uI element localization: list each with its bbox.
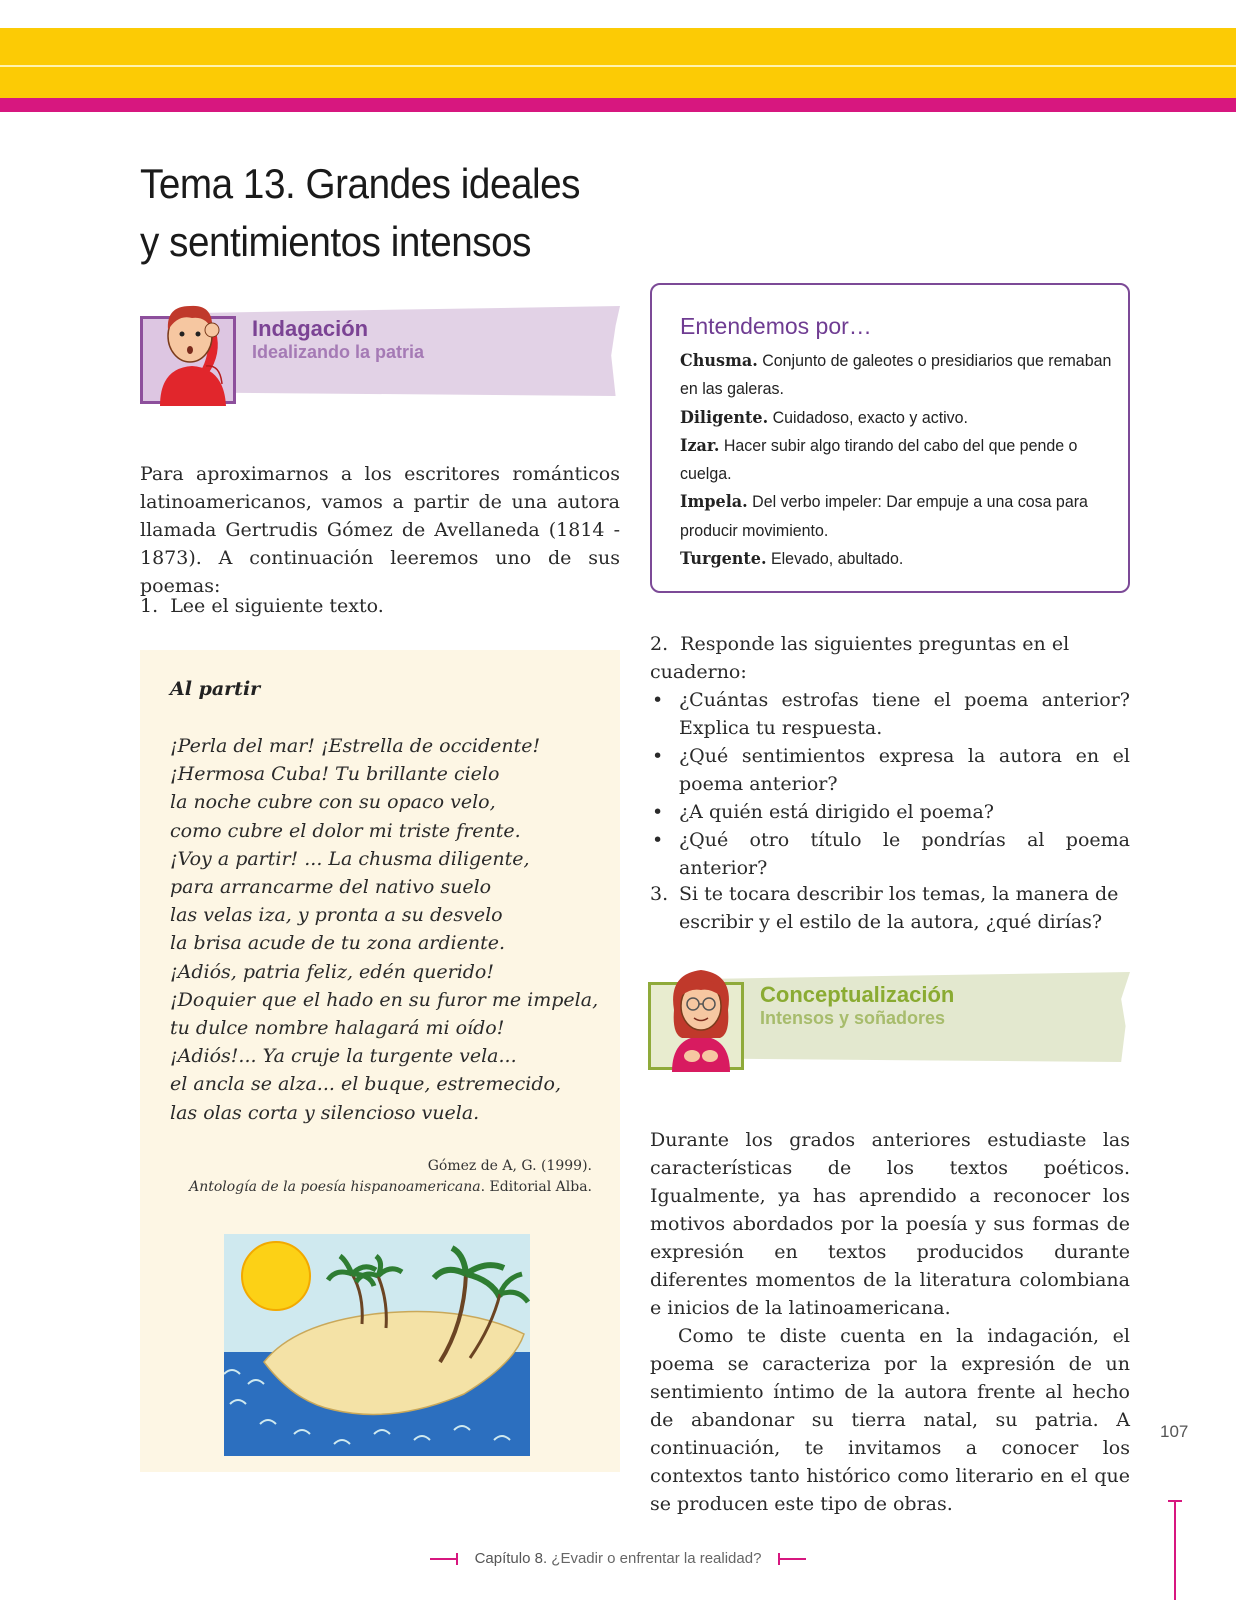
definition-text: Conjunto de galeotes o presidiarios que remaban en las galeras. <box>680 351 1112 399</box>
poem-box <box>140 650 620 1472</box>
definitions-list <box>680 347 1110 573</box>
step-3-text: Si te tocara describir los temas, la manera de escribir y el estilo de la autora, ¿qué dirías? <box>679 883 1119 933</box>
step-3-number: 3. <box>650 883 669 905</box>
question-text: ¿Qué sentimientos expresa la autora en el poema anterior? <box>679 745 1130 795</box>
page-title-line2: y sentimientos intensos <box>140 218 532 265</box>
definition-term: Turgente. <box>680 549 767 570</box>
poem-source-book: Antología de la poesía hispanoamericana <box>189 1179 481 1195</box>
poem-source-publisher: . Editorial Alba. <box>480 1179 592 1195</box>
step-3 <box>650 880 1130 936</box>
poem-line: para arrancarme del nativo suelo <box>170 876 492 899</box>
footer <box>0 1550 1236 1567</box>
definition-text: Cuidadoso, exacto y activo. <box>768 407 969 427</box>
question-text: ¿Qué otro título le pondrías al poema anterior? <box>679 829 1130 879</box>
footer-chapter-title: ¿Evadir o enfrentar la realidad? <box>551 1550 762 1567</box>
poem-line: como cubre el dolor mi triste frente. <box>170 819 521 842</box>
definition-term: Izar. <box>680 435 720 456</box>
indagacion-title: Indagación <box>252 316 369 341</box>
definition-item <box>680 488 1112 545</box>
question-text: ¿A quién está dirigido el poema? <box>679 801 994 823</box>
question-text: ¿Cuántas estrofas tiene el poema anterior? Explica tu respuesta. <box>679 689 1130 739</box>
question-item <box>650 686 1130 742</box>
step-1 <box>140 592 620 620</box>
definition-item <box>680 404 1112 432</box>
poem-lines <box>170 732 598 1127</box>
poem-line: la noche cubre con su opaco velo, <box>170 791 496 814</box>
header-band-yellow-lower <box>0 67 1236 98</box>
bullet-icon: • <box>652 689 664 711</box>
poem-line: ¡Doquier que el hado en su furor me impela, <box>170 988 599 1011</box>
conceptualizacion-banner <box>648 968 1130 1070</box>
definition-text: Hacer subir algo tirando del cabo del que pende o cuelga. <box>680 435 1078 484</box>
conceptualizacion-subtitle: Intensos y soñadores <box>760 1008 946 1028</box>
indagacion-subtitle: Idealizando la patria <box>252 342 425 362</box>
bullet-icon: • <box>652 829 664 851</box>
poem-line: el ancla se alza... el buque, estremecido, <box>170 1073 562 1096</box>
poem-line: tu dulce nombre halagará mi oído! <box>170 1017 505 1040</box>
definition-term: Chusma. <box>680 351 758 371</box>
conceptualizacion-title: Conceptualización <box>760 982 955 1007</box>
questions-list <box>650 686 1130 882</box>
tropical-island-icon <box>224 1234 530 1456</box>
poem-line: ¡Voy a partir! ... La chusma diligente, <box>170 847 530 870</box>
poem-source <box>189 1156 592 1198</box>
page-title-line1: Tema 13. Grandes ideales <box>140 160 581 207</box>
poem-line: las velas iza, y pronta a su desvelo <box>170 904 503 927</box>
poem-source-author: Gómez de A, G. (1999). <box>427 1158 592 1174</box>
footer-deco-right <box>778 1558 806 1560</box>
definition-term: Diligente. <box>680 407 769 428</box>
girl-with-glasses-icon <box>658 960 744 1072</box>
conceptualizacion-paragraph-1: Durante los grados anteriores estudiaste las características de los textos poéticos. Igualmente, ya has aprendido a reconocer los motivos abordados por la poesía y sus formas de expresión en textos producidos durante diferentes momentos de la literatura colombiana e inicios de la latinoamericana. <box>650 1129 1130 1319</box>
definition-term: Impela. <box>680 492 748 513</box>
step-2-text: Responde las siguientes preguntas en el cuaderno: <box>650 633 1070 683</box>
question-item <box>650 826 1130 882</box>
poem-line: ¡Adiós!... Ya cruje la turgente vela... <box>170 1045 517 1068</box>
footer-deco-left <box>430 1558 458 1560</box>
thinking-boy-icon <box>150 294 236 406</box>
header-band-magenta <box>0 98 1236 112</box>
step-1-text: Lee el siguiente texto. <box>170 595 384 617</box>
indagacion-banner <box>140 302 620 404</box>
page-title <box>140 155 655 271</box>
question-item <box>650 742 1130 798</box>
step-2 <box>650 630 1140 686</box>
poem-line: ¡Hermosa Cuba! Tu brillante cielo <box>170 763 500 786</box>
conceptualizacion-text <box>650 1126 1130 1518</box>
intro-paragraph: Para aproximarnos a los escritores románticos latinoamericanos, vamos a partir de una autora llamada Gertrudis Gómez de Avellaneda (1814 - 1873). A continuación leeremos uno de sus poemas: <box>140 463 620 597</box>
header-band-yellow <box>0 28 1236 65</box>
footer-chapter: Capítulo 8. <box>474 1550 548 1567</box>
step-1-number: 1. <box>140 595 159 617</box>
definitions-heading: Entendemos por… <box>680 313 872 339</box>
step-2-number: 2. <box>650 633 669 655</box>
definition-text: Del verbo impeler: Dar empuje a una cosa para producir movimiento. <box>680 492 1088 540</box>
bullet-icon: • <box>652 801 664 823</box>
definition-text: Elevado, abultado. <box>766 549 904 569</box>
definition-item <box>680 432 1112 489</box>
question-item <box>650 798 1130 826</box>
definition-item <box>680 347 1112 404</box>
conceptualizacion-paragraph-2: Como te diste cuenta en la indagación, el poema se caracteriza por la expresión de un sentimiento íntimo de la autora frente al hecho de abandonar su tierra natal, su patria. A continuación, te invitamos a conocer los contextos tanto histórico como literario en el que se producen este tipo de obras. <box>650 1325 1130 1515</box>
poem-line: las olas corta y silencioso vuela. <box>170 1101 480 1124</box>
poem-line: ¡Perla del mar! ¡Estrella de occidente! <box>170 735 541 757</box>
poem-title: Al partir <box>170 678 261 700</box>
definitions-box <box>650 283 1130 593</box>
poem-line: ¡Adiós, patria feliz, edén querido! <box>170 960 495 983</box>
page-number: 107 <box>1160 1422 1189 1441</box>
bullet-icon: • <box>652 745 664 767</box>
poem-line: la brisa acude de tu zona ardiente. <box>170 932 505 955</box>
definition-item <box>680 545 1112 573</box>
